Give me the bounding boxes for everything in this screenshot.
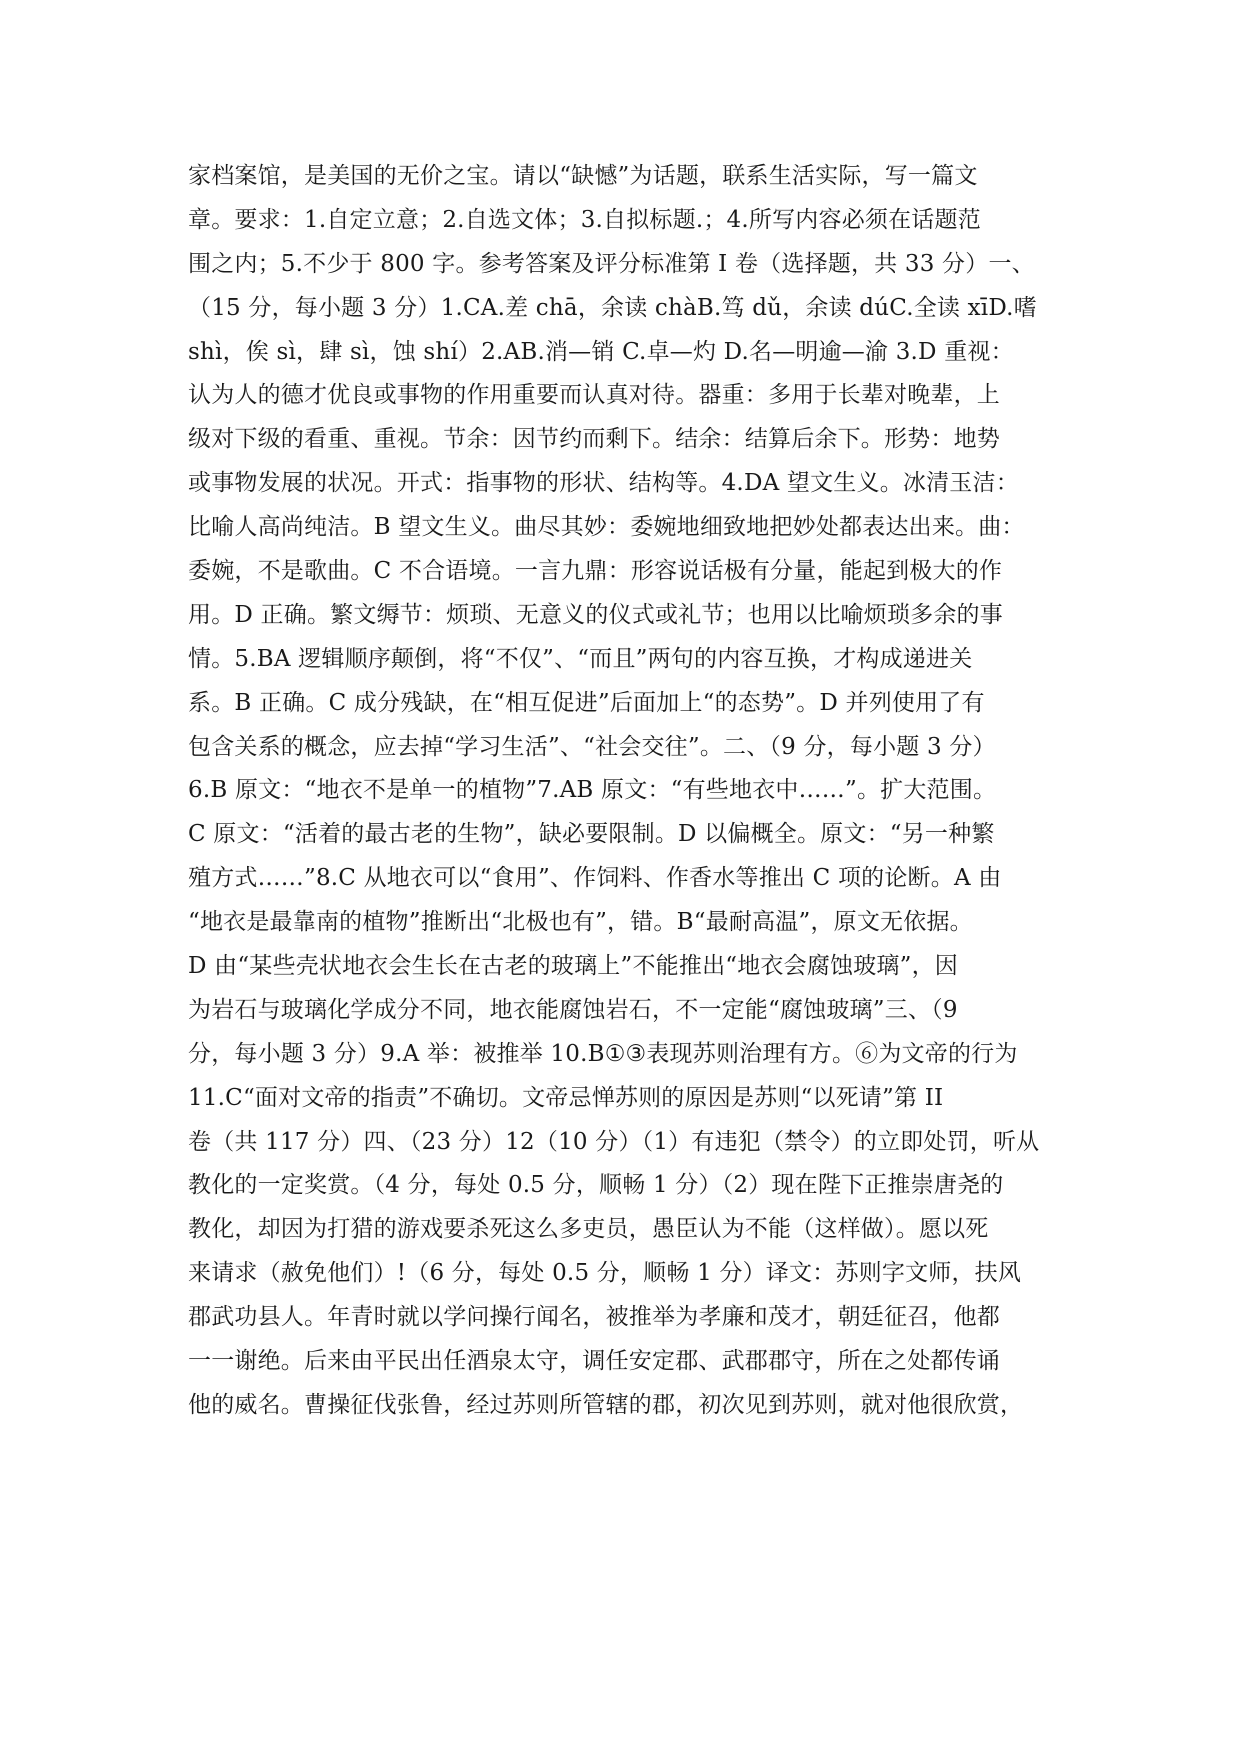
- text-line: 认为人的德才优良或事物的作用重要而认真对待。器重：多用于长辈对晚辈，上: [188, 382, 1000, 409]
- text-line: 章。要求：1.自定立意；2.自选文体；3.自拟标题.；4.所写内容必须在话题范: [188, 206, 981, 233]
- text-line: 11.C“面对文帝的指责”不确切。文帝忌惮苏则的原因是苏则“以死请”第 II: [188, 1084, 944, 1111]
- text-line: 郡武功县人。年青时就以学问操行闻名，被推举为孝廉和茂才，朝廷征召，他都: [188, 1304, 1000, 1331]
- text-line: 包含关系的概念，应去掉“学习生活”、“社会交往”。二、（9 分，每小题 3 分）: [188, 733, 996, 760]
- text-line: 委婉，不是歌曲。C 不合语境。一言九鼎：形容说话极有分量，能起到极大的作: [188, 558, 1003, 585]
- text-line: 他的威名。曹操征伐张鲁，经过苏则所管辖的郡，初次见到苏则，就对他很欣赏，: [188, 1391, 1024, 1418]
- text-line: D 由“某些壳状地衣会生长在古老的玻璃上”不能推出“地衣会腐蚀玻璃”，因: [188, 953, 958, 980]
- text-line: 来请求（赦免他们）!（6 分，每处 0.5 分，顺畅 1 分）译文：苏则字文师，扶风: [188, 1260, 1022, 1287]
- text-line: 一一谢绝。后来由平民出任酒泉太守，调任安定郡、武郡郡守，所在之处都传诵: [188, 1348, 1000, 1375]
- text-line: 用。D 正确。繁文缛节：烦琐、无意义的仪式或礼节；也用以比喻烦琐多余的事: [188, 601, 1003, 628]
- text-line: 级对下级的看重、重视。节余：因节约而剩下。结余：结算后余下。形势：地势: [188, 426, 1000, 453]
- body-text: [188, 155, 1058, 1428]
- text-line: 教化的一定奖赏。（4 分，每处 0.5 分，顺畅 1 分）（2）现在陛下正推崇唐尧的: [188, 1172, 1004, 1199]
- text-line: 殖方式……”8.C 从地衣可以“食用”、作饲料、作香水等推出 C 项的论断。A 由: [188, 865, 1002, 892]
- text-line: “地衣是最靠南的植物”推断出“北极也有”，错。B“最耐高温”，原文无依据。: [188, 909, 973, 936]
- text-line: 或事物发展的状况。开式：指事物的形状、结构等。4.DA 望文生义。冰清玉洁：: [188, 470, 1019, 497]
- text-line: 教化，却因为打猎的游戏要杀死这么多吏员，愚臣认为不能（这样做）。愿以死: [188, 1216, 989, 1243]
- text-line: 家档案馆，是美国的无价之宝。请以“缺憾”为话题，联系生活实际，写一篇文: [188, 163, 978, 189]
- text-line: 系。B 正确。C 成分残缺，在“相互促进”后面加上“的态势”。D 并列使用了有: [188, 689, 985, 716]
- text-line: 比喻人高尚纯洁。B 望文生义。曲尽其妙：委婉地细致地把妙处都表达出来。曲：: [188, 514, 1025, 541]
- text-line: 卷（共 117 分）四、（23 分）12（10 分）（1）有违犯（禁令）的立即处罚，听从: [188, 1128, 1040, 1155]
- text-line: （15 分，每小题 3 分）1.CA.差 chā，余读 chàB.笃 dǔ，余读 dúC.全读 xīD.嗜: [188, 294, 1037, 321]
- text-line: 分，每小题 3 分）9.A 举：被推举 10.B①③表现苏则治理有方。⑥为文帝的行为: [188, 1040, 1018, 1067]
- text-line: 围之内；5.不少于 800 字。参考答案及评分标准第 I 卷（选择题，共 33 分）一、: [188, 250, 1035, 277]
- text-line: shì，俟 sì，肆 sì，蚀 shí）2.AB.消—销 C.卓—灼 D.名—明逾—渝 3.D 重视：: [188, 338, 1014, 365]
- text-line: 为岩石与玻璃化学成分不同，地衣能腐蚀岩石，不一定能“腐蚀玻璃”三、（9: [188, 996, 958, 1023]
- text-line: 6.B 原文：“地衣不是单一的植物”7.AB 原文：“有些地衣中……”。扩大范围。: [188, 777, 997, 804]
- text-line: 情。5.BA 逻辑顺序颠倒，将“不仅”、“而且”两句的内容互换，才构成递进关: [188, 645, 973, 672]
- text-line: C 原文：“活着的最古老的生物”，缺必要限制。D 以偏概全。原文：“另一种繁: [188, 821, 995, 848]
